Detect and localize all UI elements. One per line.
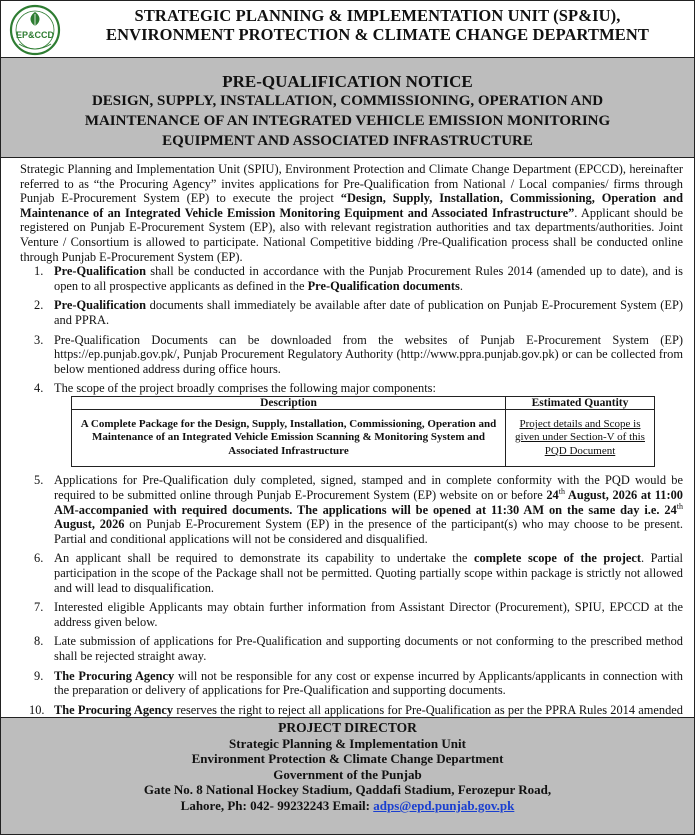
footer-designation: PROJECT DIRECTOR <box>278 720 417 735</box>
footer-department: Environment Protection & Climate Change Department <box>191 751 504 767</box>
notice-heading: PRE-QUALIFICATION NOTICE <box>222 72 473 91</box>
logo-text: EP&CCD <box>15 30 55 40</box>
footer-address: Gate No. 8 National Hockey Stadium, Qaddafi Stadium, Ferozepur Road, <box>143 782 552 798</box>
footer-city-phone: Lahore, Ph: 042- 99232243 Email: adps@epd.punjab.gov.pk <box>180 797 515 813</box>
scope-description-cell: A Complete Package for the Design, Supply, Installation, Commissioning, Operation and Maintenance of an Integrated Vehicle Emission Scanning & Monitoring System and Associated Infrastructure <box>72 409 506 467</box>
clause-8: 8. Late submission of applications for Pre-Qualification and supporting documents or not conforming to the prescribed method shall be rejected straight away. <box>34 634 683 663</box>
scope-table <box>71 396 655 468</box>
notice-header <box>1 1 694 58</box>
col-description-header: Description <box>72 396 506 409</box>
table-row <box>72 409 655 467</box>
project-title-line-1: DESIGN, SUPPLY, INSTALLATION, COMMISSIONING, OPERATION AND <box>91 93 604 109</box>
footer-government: Government of the Punjab <box>273 766 422 782</box>
notice-clauses-continued <box>20 473 683 732</box>
clause-6: 6. An applicant shall be required to demonstrate its capability to undertake the complete scope of the project. Partial participation in the scope of the Package shall not be permitted. Quoting partially scope within package is strictly not allowed and will lead to disqualification. <box>34 551 683 595</box>
unit-title: STRATEGIC PLANNING & IMPLEMENTATION UNIT (SP&IU), <box>134 6 621 25</box>
clause-10: 10. The Procuring Agency reserves the right to reject all applications for Pre-Qualification as per the PPRA Rules 2014 amended <box>29 702 683 717</box>
clause-2: 2. Pre-Qualification documents shall immediately be available after date of publication on Punjab E-Procurement System (EP) and PPRA. <box>34 298 683 327</box>
col-quantity-header: Estimated Quantity <box>506 396 655 409</box>
clause-3: 3. Pre-Qualification Documents can be downloaded from the websites of Punjab E-Procurement System (EP) https://ep.punjab.gov.pk/, Punjab Procurement Regulatory Authority (http://www.ppra.punjab.gov.pk) or can be collected from below mentioned address during office hours. <box>34 332 683 376</box>
project-title-line-3: EQUIPMENT AND ASSOCIATED INFRASTRUCTURE <box>162 133 533 149</box>
clause-7: 7. Interested eligible Applicants may obtain further information from Assistant Director (Procurement), SPIU, EPCCD at the address given below. <box>34 600 683 629</box>
email-link[interactable]: adps@epd.punjab.gov.pk <box>373 797 515 813</box>
project-title-line-2: MAINTENANCE OF AN INTEGRATED VEHICLE EMISSION MONITORING <box>84 113 611 129</box>
scope-quantity-cell: Project details and Scope is given under Section-V of this PQD Document <box>506 409 655 467</box>
clause-9: 9. The Procuring Agency will not be responsible for any cost or expense incurred by Applicants/applicants in connection with the preparation or delivery of applications for Pre-Qualification and supporting documents. <box>34 668 683 698</box>
clause-1: 1. Pre-Qualification shall be conducted in accordance with the Punjab Procurement Rules 2014 (amended up to date), and is open to all prospective applicants as defined in the Pre-Qualification documents. <box>34 264 683 293</box>
notice-clauses <box>20 264 683 396</box>
department-title: ENVIRONMENT PROTECTION & CLIMATE CHANGE DEPARTMENT <box>106 25 649 44</box>
footer-unit: Strategic Planning & Implementation Unit <box>229 735 466 751</box>
clause-4: 4. The scope of the project broadly comprises the following major components: <box>34 381 436 396</box>
epccd-logo-icon <box>7 4 65 56</box>
contact-footer <box>1 717 694 834</box>
notice-body <box>1 158 694 732</box>
clause-5: 5. Applications for Pre-Qualification duly completed, signed, stamped and in complete conformity with the PQD would be required to be submitted online through Punjab E-Procurement System (EP) website on or before 24th August, 2026 at 11:00 AM-accompanied with required documents. The applications will be opened at 11:30 AM on the same day i.e. 24th August, 2026 on Punjab E-Procurement System (EP) in the presence of the participant(s) who may choose to be present. Partial and conditional applications will not be considered and disqualified. <box>34 473 683 546</box>
notice-title-band <box>1 58 694 158</box>
intro-paragraph: Strategic Planning and Implementation Unit (SPIU), Environment Protection and Climate Change Department (EPCCD), hereinafter referred to as “the Procuring Agency” invites applications for Pre-Qualification from National / Local companies/ firms through Punjab E-Procurement System (EP) to execute the project “Design, Supply, Installation, Commissioning, Operation and Maintenance of an Integrated Vehicle Emission Monitoring Equipment and Associated Infrastructure”. Applicant should be registered on Punjab E-Procurement System (EP), also with relevant registration authorities and tax departments/authorities. Joint Venture / Consortium is allowed to participate. National Competitive bidding /Pre-Qualification process shall be conducted online through Punjab E-Procurement System (EP). <box>20 162 684 264</box>
